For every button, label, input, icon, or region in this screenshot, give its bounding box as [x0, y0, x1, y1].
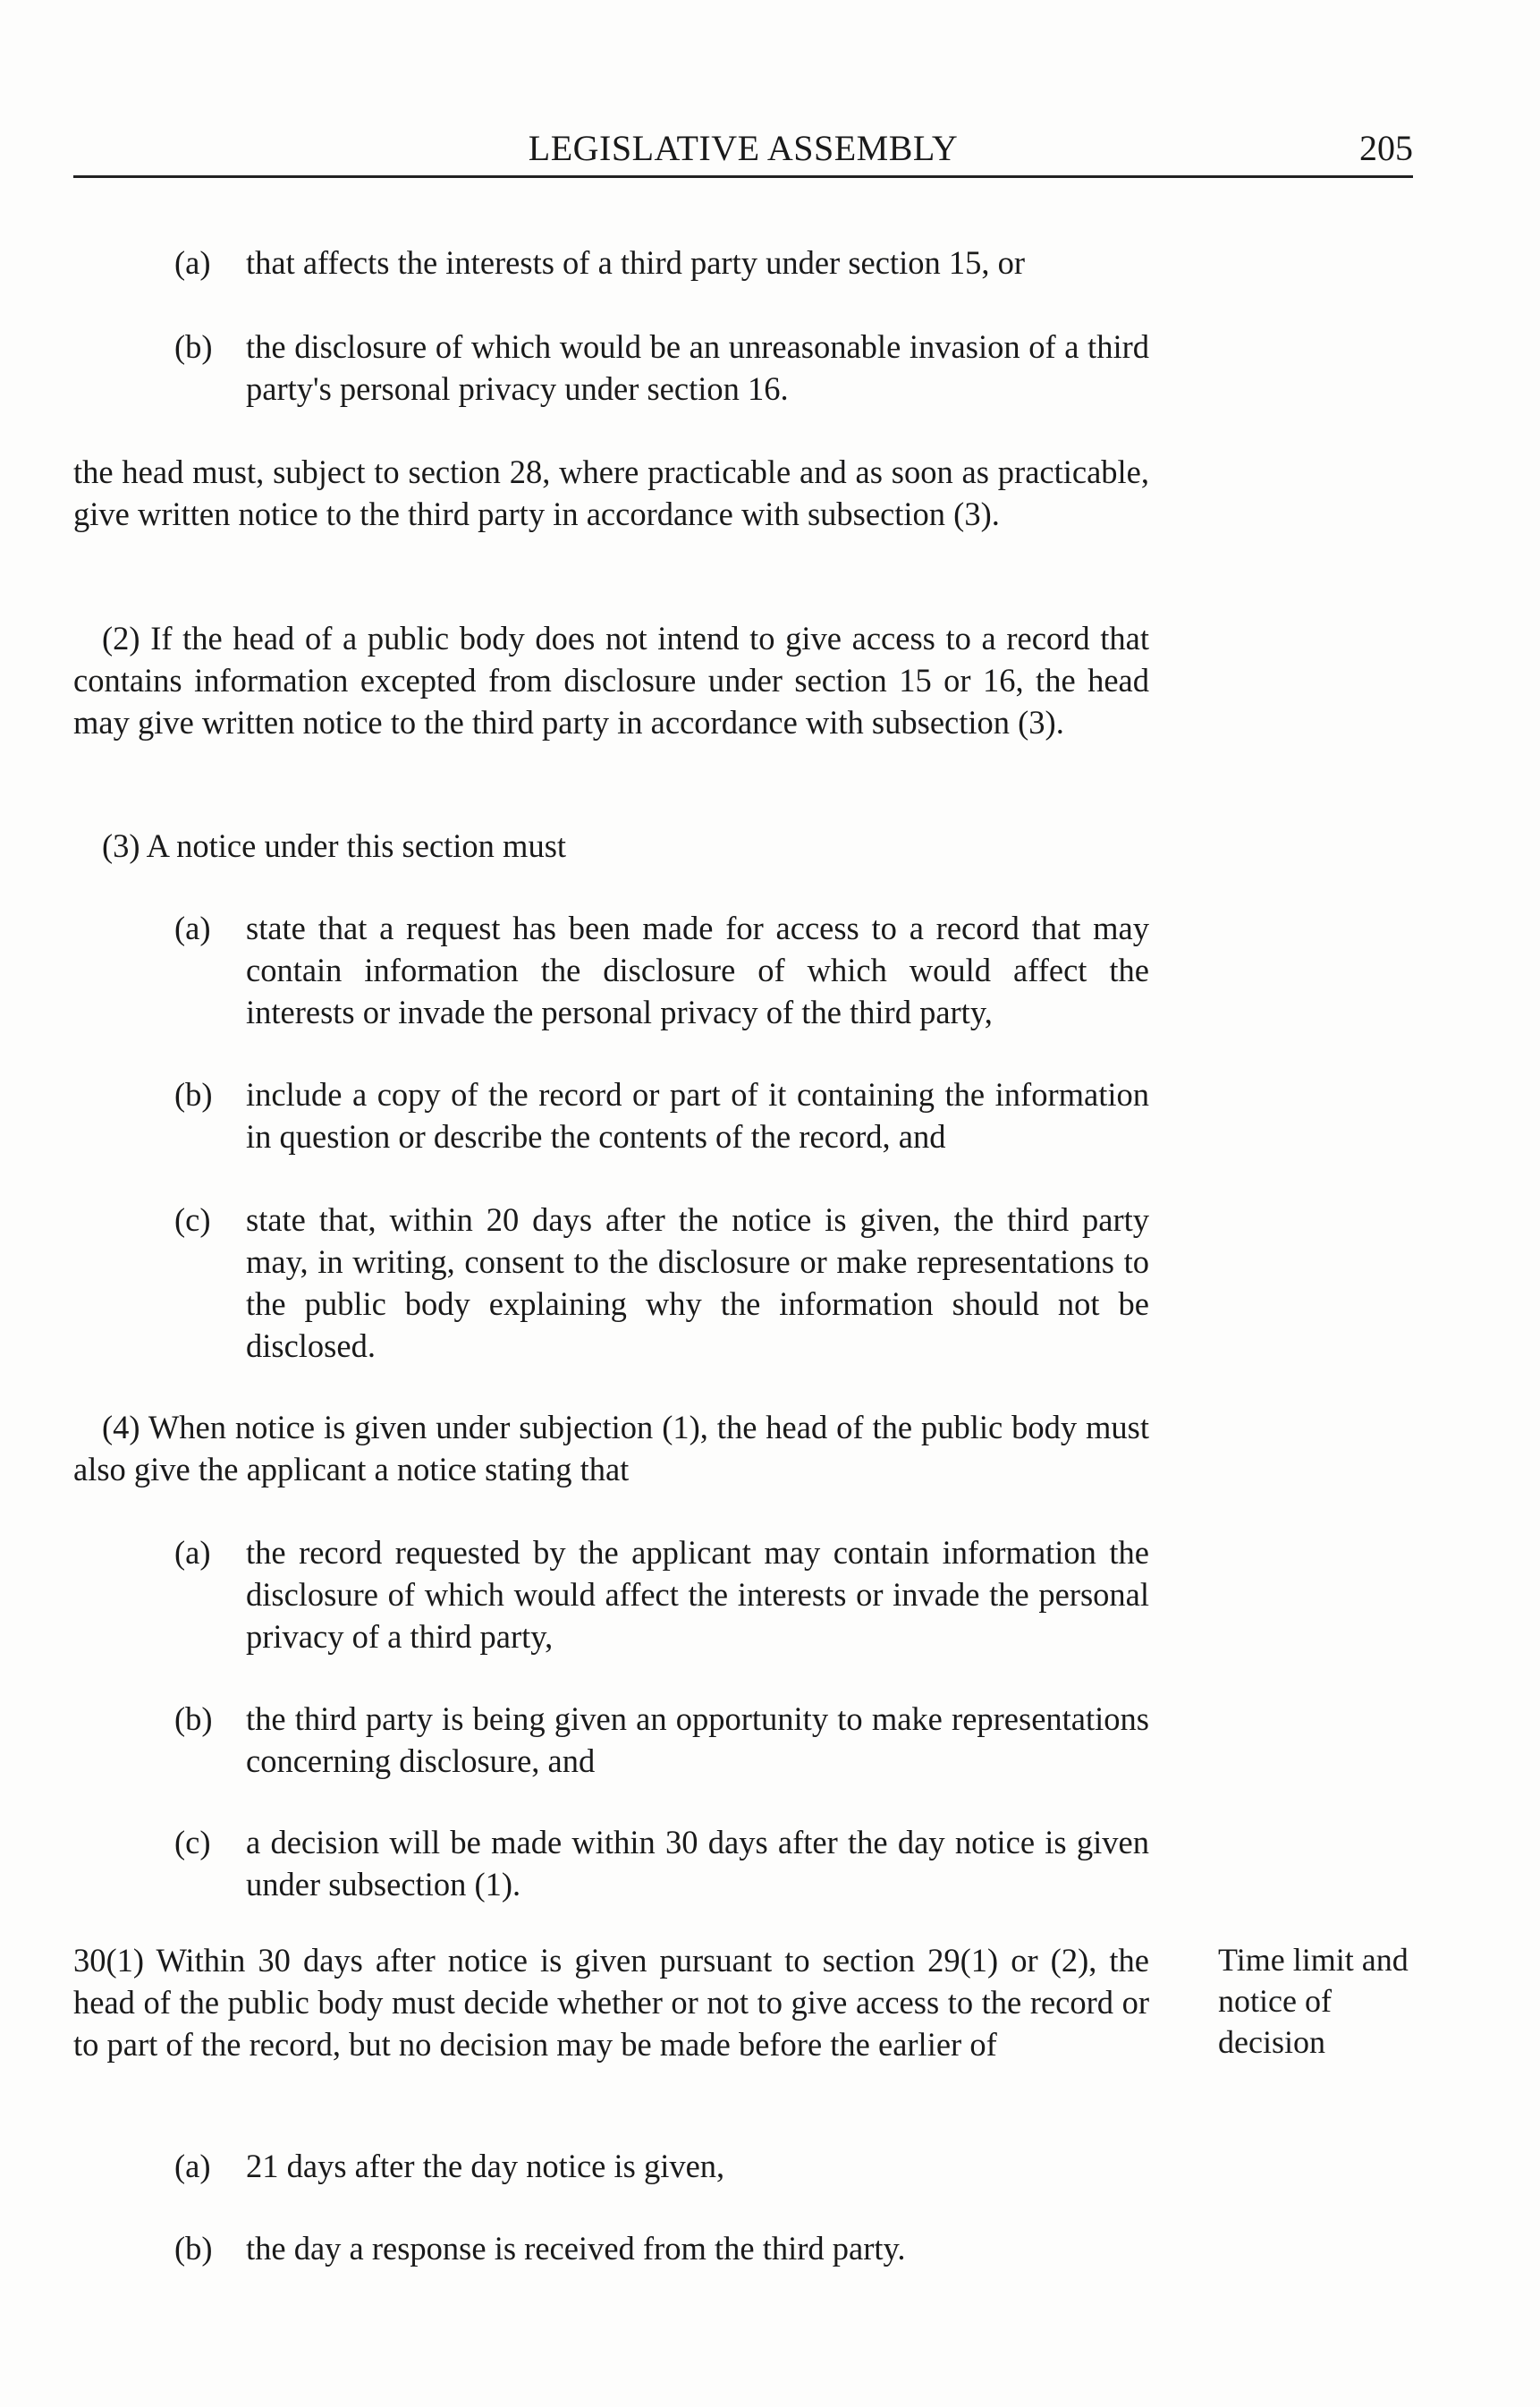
clause-label: (b) [174, 1700, 213, 1737]
subsection-4: (4) When notice is given under subjection (1), the head of the public body must also give the applicant a notice stating that [73, 1409, 1149, 1487]
clause-1b [174, 326, 1149, 410]
clause-text: the disclosure of which would be an unreasonable invasion of a third party's personal privacy under section 16. [246, 328, 1149, 407]
subsection-3: (3) A notice under this section must [102, 827, 567, 864]
clause-text: that affects the interests of a third party under section 15, or [246, 244, 1025, 281]
clause-3c [174, 1199, 1149, 1367]
clause-label: (a) [174, 1534, 211, 1571]
clause-label: (c) [174, 1201, 211, 1238]
clause-1a [174, 242, 1149, 284]
clause-text: state that, within 20 days after the notice is given, the third party may, in writing, consent to the disclosure or make representations to the public body explaining why the information should not be disclosed. [246, 1201, 1149, 1364]
clause-text: the third party is being given an opportunity to make representations concerning disclosure, and [246, 1700, 1149, 1779]
margin-note: Time limit and notice of decision [1218, 1942, 1409, 2060]
head-paragraph: the head must, subject to section 28, where practicable and as soon as practicable, give written notice to the third party in accordance with subsection (3). [73, 453, 1149, 532]
page-header [73, 123, 1413, 178]
header-title: LEGISLATIVE ASSEMBLY [528, 128, 959, 168]
clause-4c [174, 1821, 1149, 1905]
clause-30a [174, 2145, 1149, 2187]
subsection-2: (2) If the head of a public body does not intend to give access to a record that contains information excepted from disclosure under section 15 or 16, the head may give written notice to the third party in accordance with subsection (3). [73, 620, 1149, 741]
clause-text: state that a request has been made for access to a record that may contain information the disclosure of which would affect the interests or invade the personal privacy of the third party, [246, 910, 1149, 1030]
clause-3b [174, 1073, 1149, 1157]
clause-30b [174, 2227, 1149, 2269]
page-number: 205 [1359, 128, 1413, 168]
clause-label: (c) [174, 1824, 211, 1860]
clause-text: the day a response is received from the third party. [246, 2230, 906, 2267]
clause-label: (a) [174, 910, 211, 946]
clause-text: 21 days after the day notice is given, [246, 2148, 725, 2184]
clause-text: include a copy of the record or part of it containing the information in question or describe the contents of the record, and [246, 1076, 1149, 1155]
clause-text: the record requested by the applicant may contain information the disclosure of which would affect the interests or invade the personal privacy of a third party, [246, 1534, 1149, 1655]
clause-label: (b) [174, 2230, 213, 2267]
section-30: 30(1) Within 30 days after notice is given pursuant to section 29(1) or (2), the head of the public body must decide whether or not to give access to the record or to part of the record, but no decision may be made before the earlier of [73, 1942, 1149, 2063]
clause-4a [174, 1531, 1149, 1657]
clause-text: a decision will be made within 30 days after the day notice is given under subsection (1). [246, 1824, 1149, 1903]
clause-label: (a) [174, 2148, 211, 2184]
clause-label: (b) [174, 328, 213, 365]
clause-3a [174, 907, 1149, 1033]
clause-label: (b) [174, 1076, 213, 1113]
clause-label: (a) [174, 244, 211, 281]
clause-4b [174, 1698, 1149, 1782]
